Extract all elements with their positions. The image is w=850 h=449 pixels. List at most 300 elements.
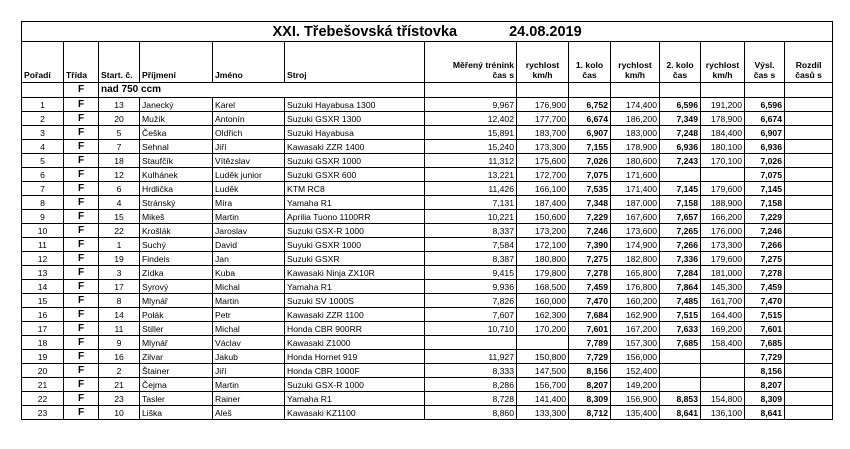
cell-kolo2: 7,158 xyxy=(660,196,701,210)
col-header-kolo2-line1: 2. kolo xyxy=(666,60,694,70)
cell-jmeno: Michal xyxy=(213,322,285,336)
cell-vysl: 7,275 xyxy=(745,252,785,266)
cell-rychlost1: 160,200 xyxy=(611,294,660,308)
category-empty-cell xyxy=(425,83,517,98)
cell-rozdil xyxy=(785,112,833,126)
cell-rychlost-trenink: 173,200 xyxy=(517,224,569,238)
table-row xyxy=(22,280,833,294)
table-row xyxy=(22,364,833,378)
cell-rychlost1: 176,800 xyxy=(611,280,660,294)
cell-vysl: 7,158 xyxy=(745,196,785,210)
col-header-rychlost-trenink-line1: rychlost xyxy=(525,60,560,70)
cell-rozdil xyxy=(785,224,833,238)
cell-jmeno: Martin xyxy=(213,294,285,308)
cell-rychlost-trenink: 162,300 xyxy=(517,308,569,322)
cell-vysl: 7,470 xyxy=(745,294,785,308)
cell-rychlost-trenink: 172,100 xyxy=(517,238,569,252)
cell-kolo2: 7,266 xyxy=(660,238,701,252)
cell-start: 14 xyxy=(99,308,140,322)
cell-rychlost1: 186,200 xyxy=(611,112,660,126)
cell-start: 17 xyxy=(99,280,140,294)
cell-prijmeni: Hrdlička xyxy=(140,182,213,196)
cell-start: 8 xyxy=(99,294,140,308)
cell-rozdil xyxy=(785,280,833,294)
col-header-kolo1-line1: 1. kolo xyxy=(575,60,604,70)
cell-kolo1: 7,278 xyxy=(569,266,611,280)
cell-vysl: 7,246 xyxy=(745,224,785,238)
table-row xyxy=(22,406,833,420)
cell-rychlost2: 164,400 xyxy=(701,308,745,322)
cell-start: 20 xyxy=(99,112,140,126)
cell-vysl: 7,601 xyxy=(745,322,785,336)
category-empty-cell xyxy=(701,83,745,98)
cell-kolo1: 7,601 xyxy=(569,322,611,336)
cell-trenink: 11,312 xyxy=(425,154,517,168)
col-header-rozdil-line2: časů s xyxy=(795,70,822,80)
table-row xyxy=(22,168,833,182)
cell-jmeno: Luděk junior xyxy=(213,168,285,182)
cell-rozdil xyxy=(785,378,833,392)
cell-kolo2: 7,657 xyxy=(660,210,701,224)
cell-poradi: 13 xyxy=(22,266,64,280)
cell-trenink: 13,221 xyxy=(425,168,517,182)
cell-rychlost2: 176,000 xyxy=(701,224,745,238)
table-row xyxy=(22,210,833,224)
cell-start: 12 xyxy=(99,168,140,182)
category-label: nad 750 ccm xyxy=(99,83,425,98)
cell-rychlost1: 174,900 xyxy=(611,238,660,252)
cell-vysl: 6,596 xyxy=(745,98,785,112)
cell-trenink: 8,333 xyxy=(425,364,517,378)
col-header-poradi: Pořadí xyxy=(22,42,64,83)
cell-trida: F xyxy=(64,196,99,210)
cell-rychlost-trenink: 187,400 xyxy=(517,196,569,210)
cell-jmeno: Kuba xyxy=(213,266,285,280)
cell-prijmeni: Zilvar xyxy=(140,350,213,364)
cell-rozdil xyxy=(785,392,833,406)
cell-kolo1: 7,075 xyxy=(569,168,611,182)
cell-rychlost1: 182,800 xyxy=(611,252,660,266)
cell-rychlost1: 174,400 xyxy=(611,98,660,112)
cell-jmeno: Petr xyxy=(213,308,285,322)
table-row xyxy=(22,266,833,280)
cell-poradi: 8 xyxy=(22,196,64,210)
cell-rychlost2: 161,700 xyxy=(701,294,745,308)
cell-stroj: Suzuki SV 1000S xyxy=(285,294,425,308)
cell-poradi: 17 xyxy=(22,322,64,336)
cell-jmeno: Martin xyxy=(213,378,285,392)
cell-rozdil xyxy=(785,210,833,224)
cell-start: 3 xyxy=(99,266,140,280)
col-header-rychlost1 xyxy=(611,42,660,83)
cell-jmeno: Karel xyxy=(213,98,285,112)
cell-rychlost2: 179,600 xyxy=(701,182,745,196)
cell-rozdil xyxy=(785,154,833,168)
cell-start: 5 xyxy=(99,126,140,140)
cell-rozdil xyxy=(785,336,833,350)
category-empty-cell xyxy=(660,83,701,98)
cell-rychlost1: 173,600 xyxy=(611,224,660,238)
table-row xyxy=(22,392,833,406)
cell-vysl: 8,641 xyxy=(745,406,785,420)
cell-stroj: Suzuki Hayabusa xyxy=(285,126,425,140)
cell-rychlost-trenink: 141,400 xyxy=(517,392,569,406)
cell-trenink: 12,402 xyxy=(425,112,517,126)
cell-trida: F xyxy=(64,126,99,140)
cell-kolo2 xyxy=(660,364,701,378)
cell-vysl: 6,907 xyxy=(745,126,785,140)
cell-rychlost2 xyxy=(701,378,745,392)
category-blank xyxy=(22,83,64,98)
table-row xyxy=(22,238,833,252)
cell-poradi: 23 xyxy=(22,406,64,420)
cell-rychlost1: 167,600 xyxy=(611,210,660,224)
cell-vysl: 7,026 xyxy=(745,154,785,168)
cell-jmeno: David xyxy=(213,238,285,252)
cell-prijmeni: Liška xyxy=(140,406,213,420)
cell-prijmeni: Polák xyxy=(140,308,213,322)
cell-trida: F xyxy=(64,238,99,252)
cell-poradi: 10 xyxy=(22,224,64,238)
cell-jmeno: Jiří xyxy=(213,140,285,154)
cell-kolo2: 7,349 xyxy=(660,112,701,126)
table-row xyxy=(22,308,833,322)
cell-kolo2: 7,685 xyxy=(660,336,701,350)
col-header-jmeno: Jméno xyxy=(213,42,285,83)
cell-jmeno: Jiří xyxy=(213,364,285,378)
cell-rychlost2 xyxy=(701,168,745,182)
cell-poradi: 7 xyxy=(22,182,64,196)
results-table xyxy=(21,21,833,420)
cell-kolo1: 7,789 xyxy=(569,336,611,350)
cell-kolo2: 8,853 xyxy=(660,392,701,406)
col-header-vysl-line2: čas s xyxy=(753,70,776,80)
cell-trenink: 7,131 xyxy=(425,196,517,210)
cell-rychlost2: 179,600 xyxy=(701,252,745,266)
cell-start: 1 xyxy=(99,238,140,252)
cell-start: 10 xyxy=(99,406,140,420)
cell-start: 11 xyxy=(99,322,140,336)
cell-trenink: 8,860 xyxy=(425,406,517,420)
cell-rychlost-trenink: 166,100 xyxy=(517,182,569,196)
table-row xyxy=(22,252,833,266)
cell-trenink: 11,927 xyxy=(425,350,517,364)
col-header-rychlost2-line1: rychlost xyxy=(705,60,740,70)
cell-rychlost1: 171,400 xyxy=(611,182,660,196)
cell-rychlost2: 136,100 xyxy=(701,406,745,420)
col-header-rozdil-line1: Rozdíl xyxy=(795,60,822,70)
cell-kolo1: 6,674 xyxy=(569,112,611,126)
cell-jmeno: Luděk xyxy=(213,182,285,196)
cell-kolo1: 6,752 xyxy=(569,98,611,112)
cell-rozdil xyxy=(785,294,833,308)
category-class: F xyxy=(64,83,99,98)
cell-rychlost-trenink xyxy=(517,336,569,350)
cell-jmeno: Míra xyxy=(213,196,285,210)
cell-vysl: 6,936 xyxy=(745,140,785,154)
cell-prijmeni: Štainer xyxy=(140,364,213,378)
cell-rychlost2: 181,000 xyxy=(701,266,745,280)
cell-rychlost1: 180,600 xyxy=(611,154,660,168)
cell-rychlost2: 166,200 xyxy=(701,210,745,224)
cell-rozdil xyxy=(785,308,833,322)
cell-kolo1: 8,309 xyxy=(569,392,611,406)
cell-rychlost1: 171,600 xyxy=(611,168,660,182)
cell-vysl: 8,309 xyxy=(745,392,785,406)
cell-trida: F xyxy=(64,280,99,294)
cell-kolo1: 7,535 xyxy=(569,182,611,196)
table-row xyxy=(22,154,833,168)
cell-trida: F xyxy=(64,98,99,112)
cell-kolo1: 8,207 xyxy=(569,378,611,392)
col-header-trida: Třída xyxy=(64,42,99,83)
cell-stroj: Suzuki GSXR xyxy=(285,252,425,266)
cell-rychlost-trenink: 172,700 xyxy=(517,168,569,182)
cell-vysl: 7,278 xyxy=(745,266,785,280)
cell-vysl: 7,515 xyxy=(745,308,785,322)
col-header-kolo1 xyxy=(569,42,611,83)
cell-prijmeni: Mlynář xyxy=(140,294,213,308)
cell-poradi: 19 xyxy=(22,350,64,364)
cell-poradi: 6 xyxy=(22,168,64,182)
cell-kolo1: 7,246 xyxy=(569,224,611,238)
col-header-rychlost-trenink xyxy=(517,42,569,83)
cell-trenink: 9,936 xyxy=(425,280,517,294)
cell-start: 23 xyxy=(99,392,140,406)
cell-poradi: 2 xyxy=(22,112,64,126)
page-title xyxy=(22,22,833,42)
cell-jmeno: Václav xyxy=(213,336,285,350)
cell-rychlost-trenink: 133,300 xyxy=(517,406,569,420)
cell-poradi: 9 xyxy=(22,210,64,224)
cell-rychlost2 xyxy=(701,350,745,364)
cell-vysl: 7,229 xyxy=(745,210,785,224)
cell-start: 22 xyxy=(99,224,140,238)
col-header-stroj: Stroj xyxy=(285,42,425,83)
cell-rychlost1: 178,900 xyxy=(611,140,660,154)
col-header-rychlost1-line2: km/h xyxy=(624,70,646,80)
cell-trenink: 15,891 xyxy=(425,126,517,140)
cell-poradi: 18 xyxy=(22,336,64,350)
cell-rozdil xyxy=(785,350,833,364)
cell-jmeno: Antonín xyxy=(213,112,285,126)
cell-rychlost1: 135,400 xyxy=(611,406,660,420)
cell-rychlost2: 169,200 xyxy=(701,322,745,336)
table-row xyxy=(22,182,833,196)
cell-vysl: 7,729 xyxy=(745,350,785,364)
cell-stroj: Suzuki GSXR 1000 xyxy=(285,154,425,168)
cell-stroj: Aprilia Tuono 1100RR xyxy=(285,210,425,224)
cell-kolo2: 7,633 xyxy=(660,322,701,336)
cell-kolo2 xyxy=(660,350,701,364)
cell-vysl: 8,207 xyxy=(745,378,785,392)
cell-trenink: 11,426 xyxy=(425,182,517,196)
cell-jmeno: Martin xyxy=(213,210,285,224)
cell-trida: F xyxy=(64,322,99,336)
cell-rozdil xyxy=(785,252,833,266)
cell-rychlost-trenink: 183,700 xyxy=(517,126,569,140)
cell-rychlost-trenink: 150,600 xyxy=(517,210,569,224)
cell-stroj: Suyuki GSXR 1000 xyxy=(285,238,425,252)
cell-rychlost2 xyxy=(701,364,745,378)
cell-trida: F xyxy=(64,336,99,350)
cell-rychlost1: 156,900 xyxy=(611,392,660,406)
cell-trida: F xyxy=(64,308,99,322)
cell-kolo2: 7,864 xyxy=(660,280,701,294)
cell-kolo1: 7,155 xyxy=(569,140,611,154)
cell-trida: F xyxy=(64,140,99,154)
col-header-trenink xyxy=(425,42,517,83)
cell-trenink: 10,221 xyxy=(425,210,517,224)
title-row xyxy=(22,22,833,42)
results-sheet xyxy=(21,21,832,420)
cell-prijmeni: Zídka xyxy=(140,266,213,280)
cell-trida: F xyxy=(64,350,99,364)
cell-stroj: Kawasaki Z1000 xyxy=(285,336,425,350)
cell-trenink: 7,607 xyxy=(425,308,517,322)
cell-prijmeni: Suchý xyxy=(140,238,213,252)
cell-kolo2 xyxy=(660,168,701,182)
cell-rychlost1: 157,300 xyxy=(611,336,660,350)
cell-rychlost1: 167,200 xyxy=(611,322,660,336)
header-row xyxy=(22,42,833,83)
col-header-kolo1-line2: čas xyxy=(582,70,597,80)
cell-trida: F xyxy=(64,210,99,224)
cell-jmeno: Oldřich xyxy=(213,126,285,140)
cell-rychlost2: 145,300 xyxy=(701,280,745,294)
cell-stroj: Kawasaki KZ1100 xyxy=(285,406,425,420)
cell-stroj: Kawasaki Ninja ZX10R xyxy=(285,266,425,280)
cell-start: 2 xyxy=(99,364,140,378)
cell-rychlost-trenink: 176,900 xyxy=(517,98,569,112)
table-row xyxy=(22,98,833,112)
cell-trida: F xyxy=(64,378,99,392)
cell-stroj: Honda Hornet 919 xyxy=(285,350,425,364)
cell-rozdil xyxy=(785,98,833,112)
cell-start: 18 xyxy=(99,154,140,168)
cell-vysl: 7,685 xyxy=(745,336,785,350)
cell-jmeno: Vítězslav xyxy=(213,154,285,168)
cell-prijmeni: Mužík xyxy=(140,112,213,126)
cell-prijmeni: Syrový xyxy=(140,280,213,294)
cell-rozdil xyxy=(785,196,833,210)
cell-jmeno: Jakub xyxy=(213,350,285,364)
cell-rychlost2: 170,100 xyxy=(701,154,745,168)
cell-trenink: 8,337 xyxy=(425,224,517,238)
cell-poradi: 11 xyxy=(22,238,64,252)
cell-rychlost2: 180,100 xyxy=(701,140,745,154)
cell-start: 9 xyxy=(99,336,140,350)
cell-kolo1: 7,275 xyxy=(569,252,611,266)
event-date: 24.08.2019 xyxy=(509,23,582,40)
cell-prijmeni: Čejma xyxy=(140,378,213,392)
cell-prijmeni: Mlynář xyxy=(140,336,213,350)
col-header-prijmeni: Příjmení xyxy=(140,42,213,83)
cell-trenink: 8,286 xyxy=(425,378,517,392)
cell-poradi: 5 xyxy=(22,154,64,168)
cell-kolo1: 6,907 xyxy=(569,126,611,140)
cell-rozdil xyxy=(785,322,833,336)
cell-prijmeni: Tasler xyxy=(140,392,213,406)
cell-vysl: 6,674 xyxy=(745,112,785,126)
cell-prijmeni: Janecký xyxy=(140,98,213,112)
cell-prijmeni: Staufčík xyxy=(140,154,213,168)
cell-stroj: Honda CBR 900RR xyxy=(285,322,425,336)
col-header-rychlost2-line2: km/h xyxy=(712,70,733,80)
cell-stroj: Yamaha R1 xyxy=(285,280,425,294)
cell-trida: F xyxy=(64,294,99,308)
cell-kolo1: 7,229 xyxy=(569,210,611,224)
cell-rozdil xyxy=(785,140,833,154)
cell-stroj: Kawasaki ZZR 1400 xyxy=(285,140,425,154)
cell-rychlost2: 173,300 xyxy=(701,238,745,252)
cell-stroj: Suzuki GSXR 1300 xyxy=(285,112,425,126)
cell-poradi: 15 xyxy=(22,294,64,308)
cell-kolo2: 8,641 xyxy=(660,406,701,420)
cell-rychlost2: 188,900 xyxy=(701,196,745,210)
cell-rozdil xyxy=(785,364,833,378)
cell-prijmeni: Stiller xyxy=(140,322,213,336)
col-header-rychlost1-line1: rychlost xyxy=(618,60,652,70)
cell-kolo1: 7,729 xyxy=(569,350,611,364)
cell-vysl: 7,459 xyxy=(745,280,785,294)
col-header-vysl-line1: Výsl. xyxy=(754,60,775,70)
category-empty-cell xyxy=(517,83,569,98)
cell-kolo2: 7,336 xyxy=(660,252,701,266)
cell-rychlost1: 149,200 xyxy=(611,378,660,392)
cell-rychlost-trenink: 173,300 xyxy=(517,140,569,154)
cell-jmeno: Michal xyxy=(213,280,285,294)
cell-trida: F xyxy=(64,224,99,238)
cell-trenink: 10,710 xyxy=(425,322,517,336)
cell-trida: F xyxy=(64,406,99,420)
cell-jmeno: Rainer xyxy=(213,392,285,406)
cell-poradi: 14 xyxy=(22,280,64,294)
cell-rychlost-trenink: 147,500 xyxy=(517,364,569,378)
cell-rychlost-trenink: 177,700 xyxy=(517,112,569,126)
cell-stroj: Kawasaki ZZR 1100 xyxy=(285,308,425,322)
cell-start: 13 xyxy=(99,98,140,112)
table-row xyxy=(22,126,833,140)
cell-vysl: 7,145 xyxy=(745,182,785,196)
cell-trenink: 9,415 xyxy=(425,266,517,280)
cell-poradi: 20 xyxy=(22,364,64,378)
cell-jmeno: Jan xyxy=(213,252,285,266)
cell-stroj: Suzuki GSX-R 1000 xyxy=(285,378,425,392)
table-row xyxy=(22,350,833,364)
cell-kolo1: 7,459 xyxy=(569,280,611,294)
cell-rychlost2: 154,800 xyxy=(701,392,745,406)
cell-trida: F xyxy=(64,266,99,280)
event-title: XXI. Třebešovská třístovka xyxy=(272,23,458,40)
cell-prijmeni: Findeis xyxy=(140,252,213,266)
cell-prijmeni: Kulhánek xyxy=(140,168,213,182)
cell-kolo2 xyxy=(660,378,701,392)
cell-trida: F xyxy=(64,154,99,168)
cell-start: 15 xyxy=(99,210,140,224)
cell-poradi: 22 xyxy=(22,392,64,406)
cell-start: 7 xyxy=(99,140,140,154)
cell-rychlost1: 165,800 xyxy=(611,266,660,280)
cell-kolo1: 7,026 xyxy=(569,154,611,168)
cell-rozdil xyxy=(785,266,833,280)
cell-stroj: Suzuki GSXR 600 xyxy=(285,168,425,182)
col-header-trenink-line2: čas s xyxy=(492,70,514,80)
cell-trenink: 9,967 xyxy=(425,98,517,112)
cell-start: 16 xyxy=(99,350,140,364)
table-row xyxy=(22,378,833,392)
cell-trenink: 7,584 xyxy=(425,238,517,252)
